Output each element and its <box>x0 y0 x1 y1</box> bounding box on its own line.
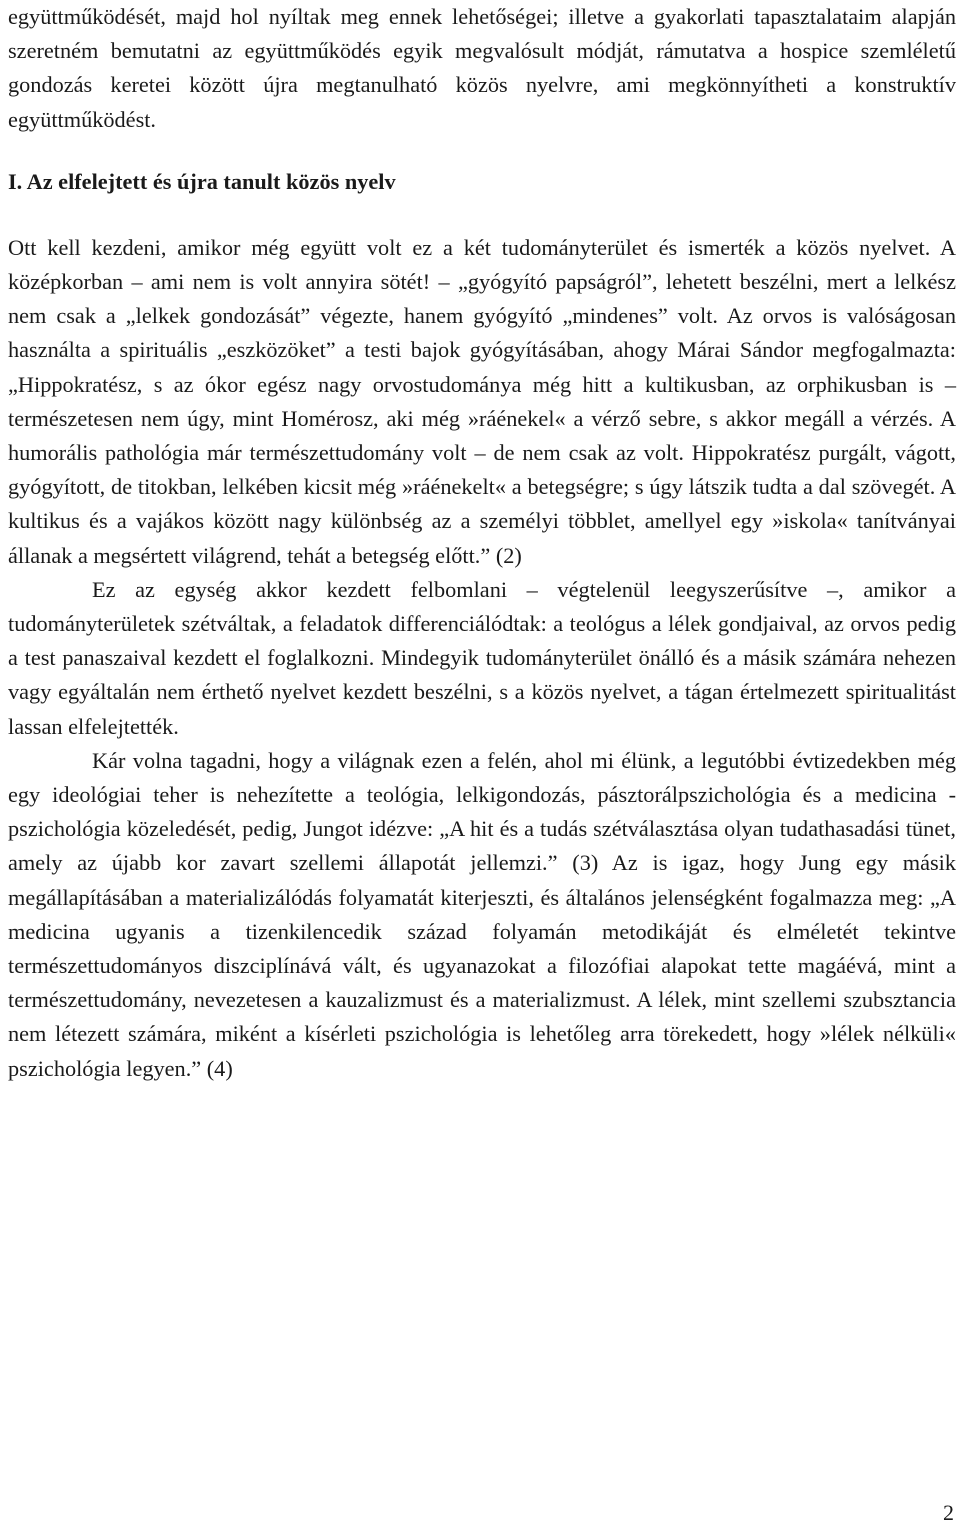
page-number: 2 <box>943 1500 954 1525</box>
intro-paragraph: együttműködését, majd hol nyíltak meg ennek lehetőségei; illetve a gyakorlati tapasztalataim alapján szeretném bemutatni az együttműködés egyik megvalósult módját, rámutatva a hospice szemléletű gondozás keretei között újra megtanulható közös nyelvre, ami megkönnyítheti a konstruktív együttműködést. <box>8 4 956 132</box>
section-heading: I. Az elfelejtett és újra tanult közös nyelv <box>8 168 396 194</box>
body-paragraph: Ott kell kezdeni, amikor még együtt volt ez a két tudományterület és ismerték a közös nyelvet. A középkorban – ami nem is volt annyira sötét! – „gyógyító papságról”, lehetett beszélni, mert a lelkész nem csak a „lelkek gondozását” végezte, hanem gyógyító „mindenes” volt. Az orvos is valóságosan használta a spirituális „eszközöket” a testi bajok gyógyításában, ahogy Márai Sándor megfogalmazta: „Hippokratész, s az ókor egész nagy orvostudománya még hitt a kultikusban, az orphikusban is – természetesen nem úgy, mint Homérosz, aki még »ráénekel« a vérző sebre, s akkor megáll a vérzés. A humorális pathológia már természettudomány volt – de nem csak az volt. Hippokratész purgált, vágott, gyógyított, de titokban, lelkében kicsit még »ráénekelt« a betegségre; s úgy látszik tudta a dal szövegét. A kultikus és a vajákos között nagy különbség az a személyi többlet, amellyel egy »iskola« tanítványai állanak a megsértett világrend, tehát a betegség előtt.” (2) <box>8 234 956 568</box>
document-page <box>8 0 956 1086</box>
body-paragraph: Ez az egység akkor kezdett felbomlani – végtelenül leegyszerűsítve –, amikor a tudományterületek szétváltak, a feladatok differenciálódtak: a teológus a lélek gondjaival, az orvos pedig a test panaszaival kezdett el foglalkozni. Mindegyik tudományterület önálló és a másik számára nehezen vagy egyáltalán nem érthető nyelvet kezdett beszélni, s a közös nyelvet, a tágan értelmezett spiritualitást lassan elfelejtették. <box>8 576 956 739</box>
body-paragraph: Kár volna tagadni, hogy a világnak ezen a felén, ahol mi élünk, a legutóbbi évtizedekben még egy ideológiai teher is nehezítette a teológia, lelkigondozás, pásztorálpszichológia és a medicina - pszichológia közeledését, pedig, Jungot idézve: „A hit és a tudás szétválasztása olyan tudathasadási tünet, amely az újabb kor zavart szellemi állapotát jellemzi.” (3) Az is igaz, hogy Jung egy másik megállapításában a materializálódás folyamatát kiterjeszti, és általános jelenségként fogalmazza meg: „A medicina ugyanis a tizenkilencedik század folyamán metodikáját és elméletét tekintve természettudományos diszciplínává vált, és ugyanazokat a filozófiai alapokat tette magáévá, mint a természettudomány, nevezetesen a kauzalizmust és a materializmust. A lélek, mint szellemi szubsztancia nem létezett számára, miként a kísérleti pszichológia is lehetőleg arra törekedett, hogy »lélek nélküli« pszichológia legyen.” (4) <box>8 747 956 1081</box>
